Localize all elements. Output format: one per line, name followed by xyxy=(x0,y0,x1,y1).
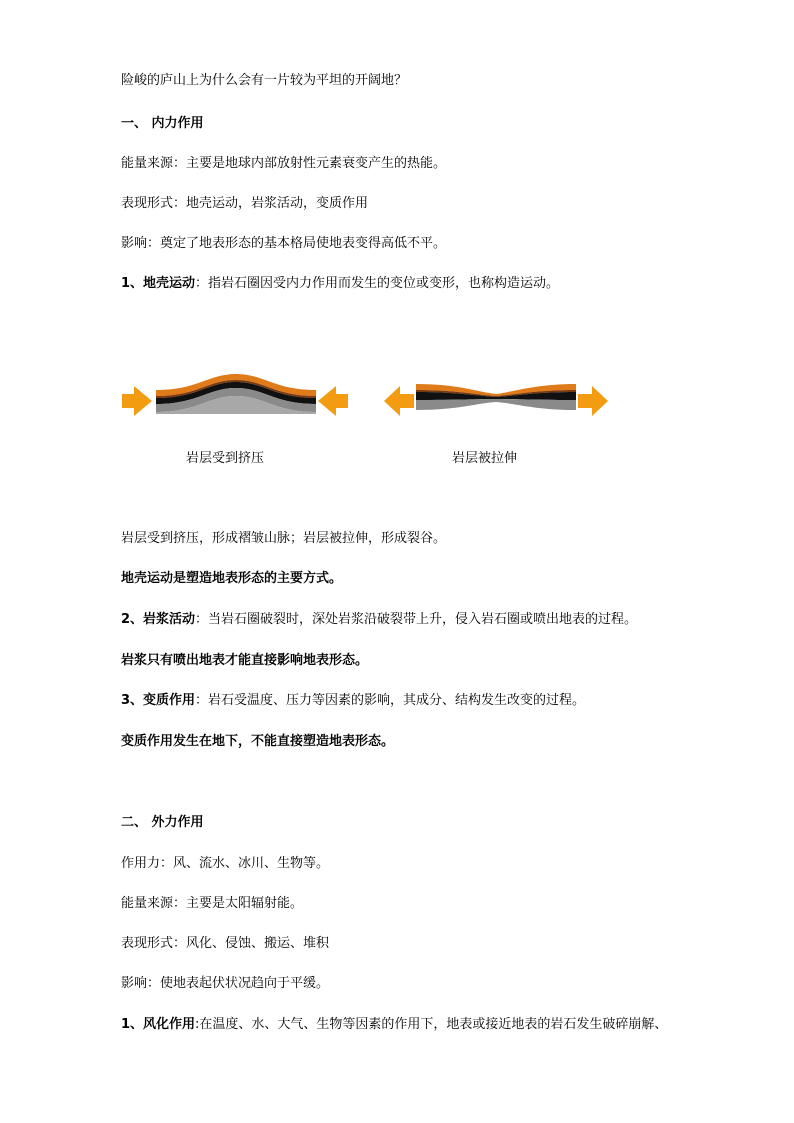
rock-layer-diagram xyxy=(118,372,618,422)
section-heading-external: 二、 外力作用 xyxy=(121,815,204,830)
metamorphism-label: 3、变质作用 xyxy=(121,693,196,708)
weathering-text: :在温度、水、大气、生物等因素的作用下，地表或接近地表的岩石发生破碎崩解、 xyxy=(195,1017,668,1032)
magma-activity-item xyxy=(121,611,637,629)
arrow-right-outward-icon xyxy=(578,386,608,416)
energy-source-line: 能量来源：主要是地球内部放射性元素衰变产生的热能。 xyxy=(121,156,447,171)
caption-stretched: 岩层被拉伸 xyxy=(452,451,518,466)
bold-note-metamorphism: 变质作用发生在地下，不能直接塑造地表形态。 xyxy=(121,734,395,749)
arrow-right-icon xyxy=(122,386,152,416)
manifestation-line: 表现形式：地壳运动，岩浆活动，变质作用 xyxy=(121,196,369,211)
caption-compressed: 岩层受到挤压 xyxy=(186,451,265,466)
arrow-left-icon xyxy=(318,386,348,416)
magma-activity-label: 2、岩浆活动 xyxy=(121,612,196,627)
effect-line-2: 影响：使地表起伏状况趋向于平缓。 xyxy=(121,976,330,991)
energy-source-line-2: 能量来源：主要是太阳辐射能。 xyxy=(121,896,304,911)
bold-note-crust: 地壳运动是塑造地表形态的主要方式。 xyxy=(121,571,343,586)
crustal-movement-label: 1、地壳运动 xyxy=(121,276,196,291)
arrow-left-outward-icon xyxy=(384,386,414,416)
stretched-layers xyxy=(416,384,576,412)
effect-line: 影响：奠定了地表形态的基本格局使地表变得高低不平。 xyxy=(121,236,447,251)
weathering-label: 1、风化作用 xyxy=(121,1017,196,1032)
bold-note-magma: 岩浆只有喷出地表才能直接影响地表形态。 xyxy=(121,653,369,668)
manifestation-line-2: 表现形式：风化、侵蚀、搬运、堆积 xyxy=(121,936,330,951)
metamorphism-text: ：岩石受温度、压力等因素的影响，其成分、结构发生改变的过程。 xyxy=(195,693,586,708)
crustal-movement-text: ：指岩石圈因受内力作用而发生的变位或变形，也称构造运动。 xyxy=(195,276,560,291)
folded-layers xyxy=(156,374,316,414)
weathering-item xyxy=(121,1016,667,1034)
magma-activity-text: ：当岩石圈破裂时，深处岩浆沿破裂带上升，侵入岩石圈或喷出地表的过程。 xyxy=(195,612,638,627)
metamorphism-item xyxy=(121,692,585,710)
result-line: 岩层受到挤压，形成褶皱山脉；岩层被拉伸，形成裂谷。 xyxy=(121,531,447,546)
agents-line: 作用力：风、流水、冰川、生物等。 xyxy=(121,856,330,871)
section-heading-internal: 一、 内力作用 xyxy=(121,116,204,131)
question-line: 险峻的庐山上为什么会有一片较为平坦的开阔地？ xyxy=(121,73,408,88)
crustal-movement-item xyxy=(121,275,559,293)
